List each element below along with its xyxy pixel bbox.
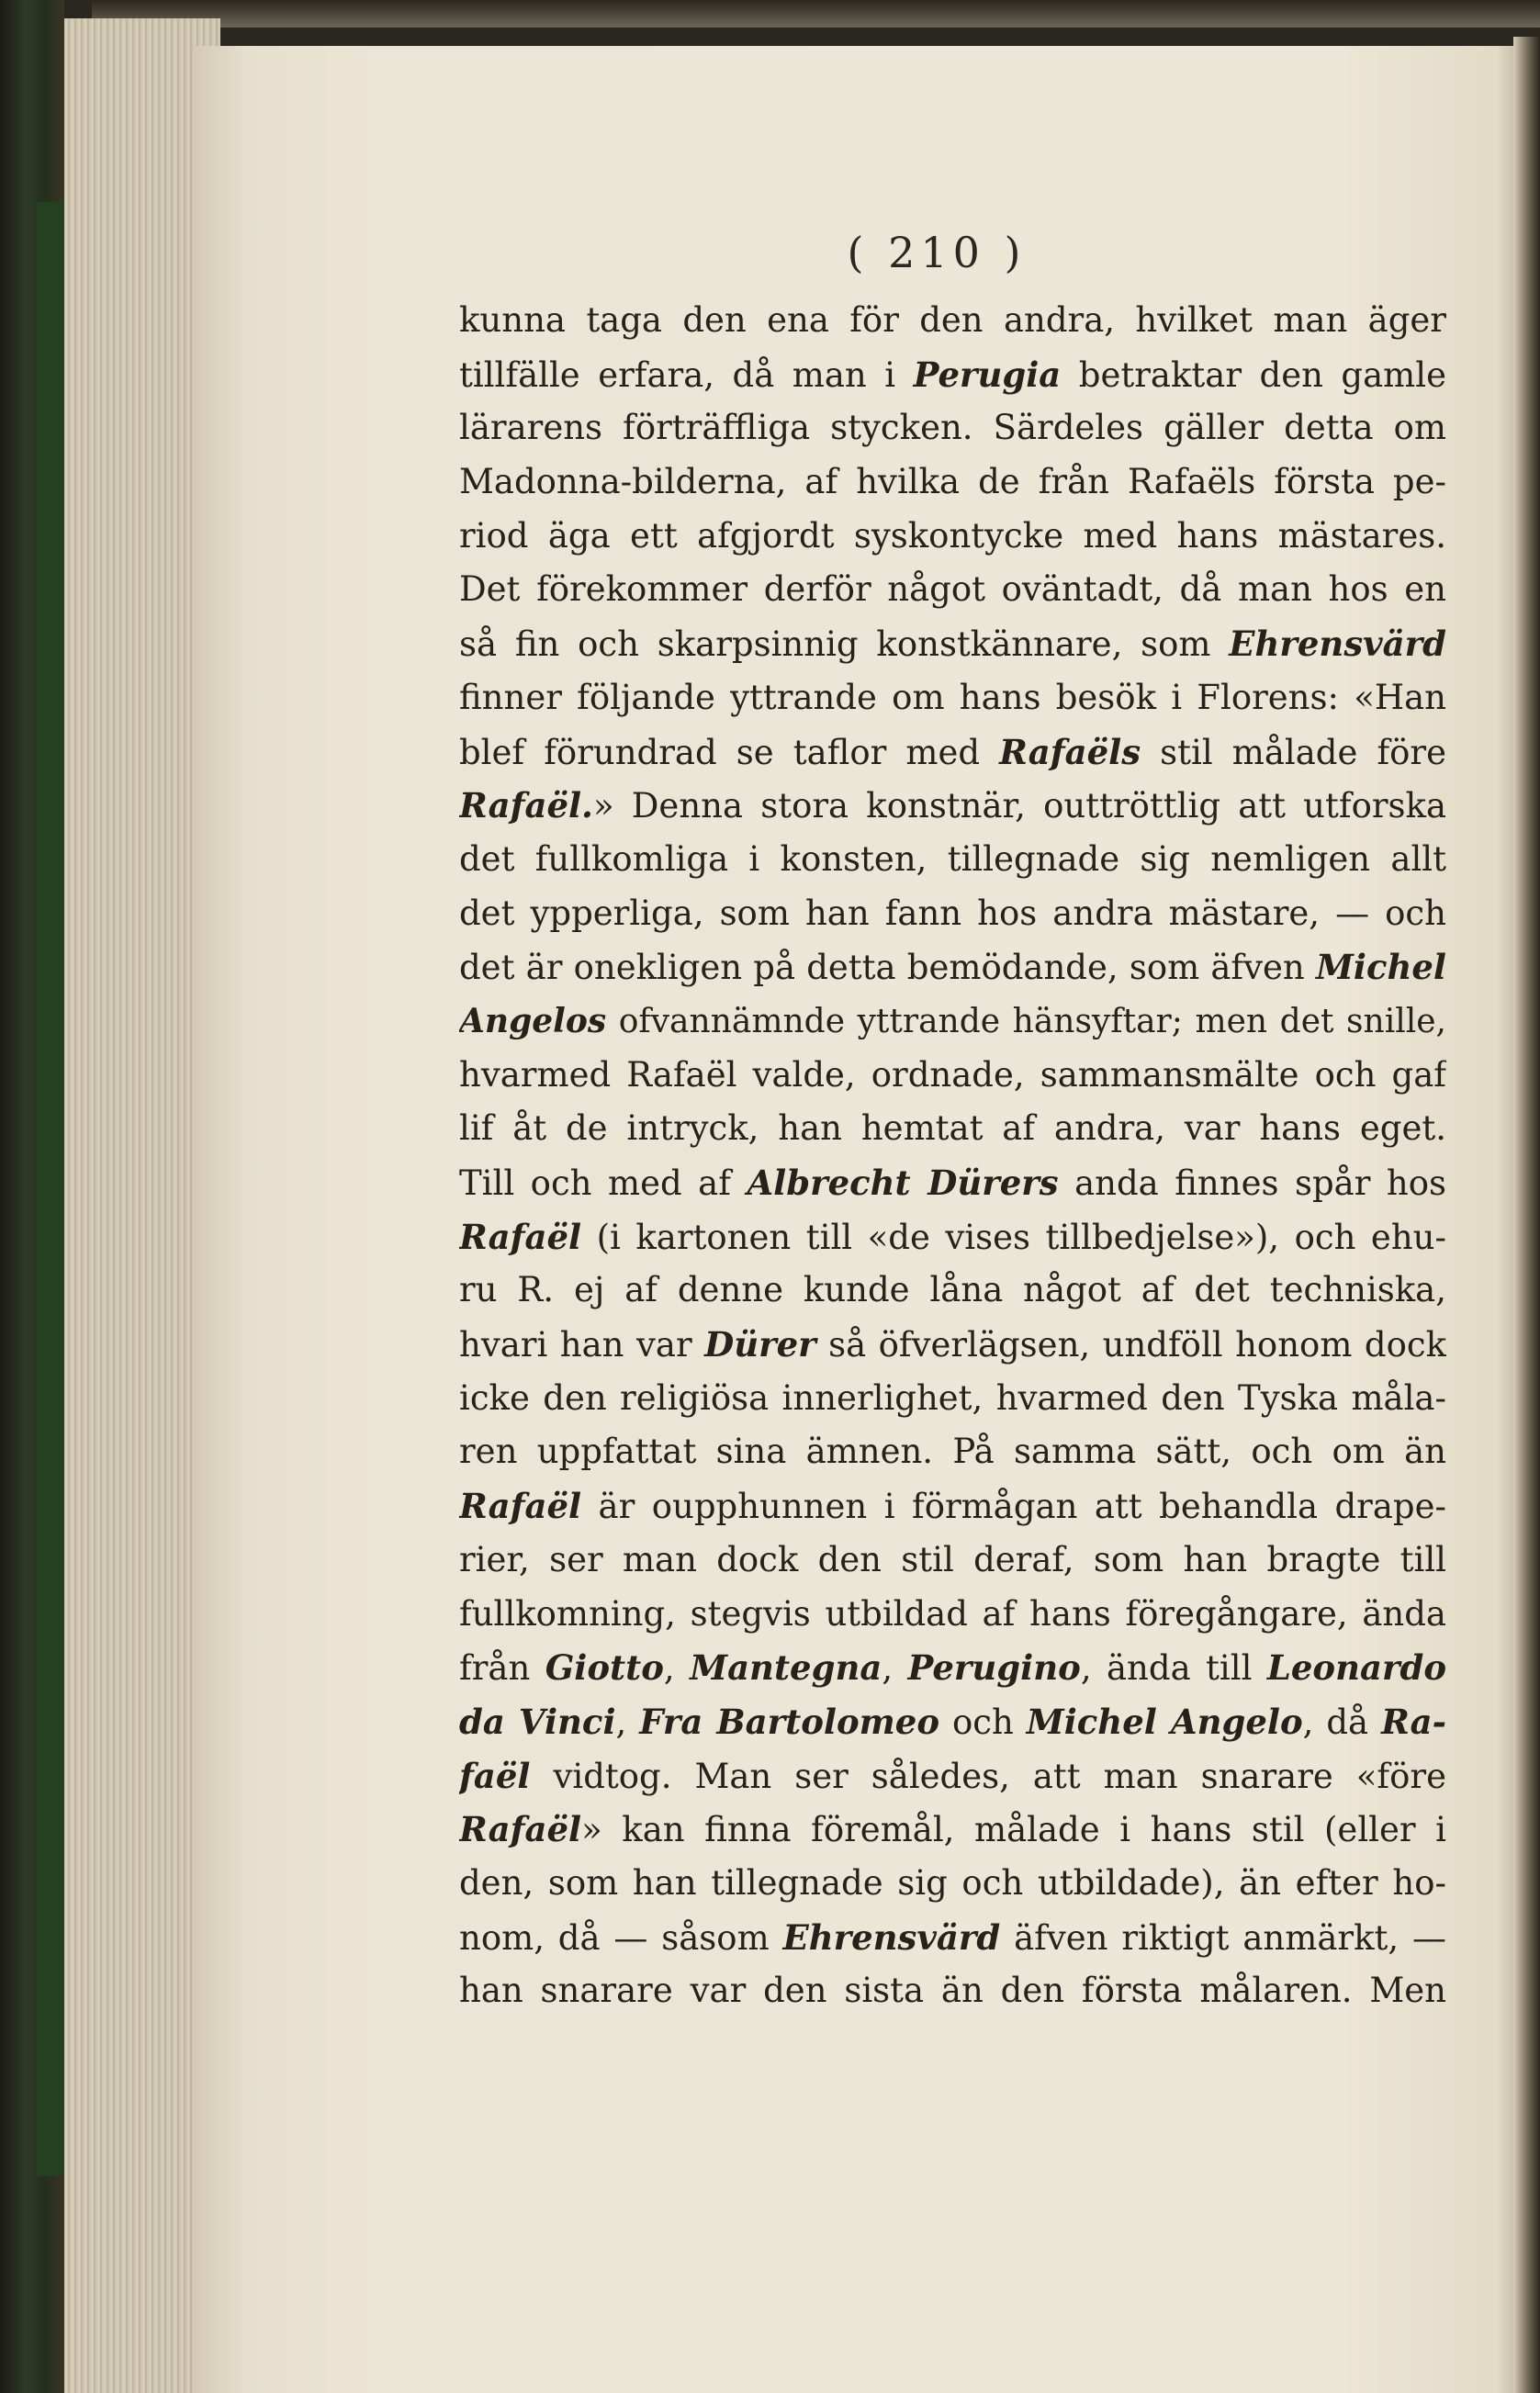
text-segment: rier, ser man dock den stil deraf, som han bragte till (459, 1539, 1446, 1579)
text-segment: , (615, 1702, 640, 1742)
text-line (459, 617, 1446, 671)
text-segment: icke den religiösa innerlighet, hvarmed den Tyska måla- (459, 1377, 1446, 1418)
text-segment: fullkomning, stegvis utbildad af hans föregångare, ända (459, 1593, 1446, 1634)
text-line (459, 1749, 1446, 1803)
text-line (459, 1588, 1446, 1642)
italic-name: Leonardo (1266, 1647, 1446, 1689)
text-segment: » Denna stora konstnär, outtröttlig att utforska (592, 786, 1446, 826)
text-segment: vidtog. Man ser således, att man snarare «före (530, 1756, 1446, 1796)
text-segment: betraktar den gamle (1061, 354, 1446, 395)
text-segment: och (939, 1702, 1027, 1742)
text-line (459, 510, 1446, 564)
text-line (459, 1695, 1446, 1749)
text-segment: det ypperliga, som han fann hos andra mästare, — och (459, 893, 1446, 933)
text-segment: blef förundrad se taflor med (459, 732, 1000, 772)
text-segment: ren uppfattat sina ämnen. På samma sätt, och om än (459, 1432, 1446, 1472)
italic-name: Ehrensvärd (782, 1916, 1001, 1958)
text-segment: den, som han tillegnade sig och utbildade), än efter ho- (459, 1862, 1446, 1903)
text-line (459, 779, 1446, 833)
italic-name: Perugia (913, 354, 1062, 395)
text-segment: ofvannämnde yttrande hänsyftar; men det snille, (606, 1002, 1446, 1040)
italic-name: Angelos (459, 1001, 607, 1040)
text-segment: Madonna-bilderna, af hvilka de från Rafaëls första pe- (459, 462, 1446, 502)
text-segment: så fin och skarpsinnig konstkännare, som (459, 624, 1230, 665)
text-segment: riod äga ett afgjordt syskontycke med hans mästares. (459, 515, 1446, 556)
text-segment: äfven riktigt anmärkt, — (1000, 1917, 1446, 1958)
italic-name: Dürer (704, 1324, 816, 1365)
text-segment: så öfverlägsen, undföll honom dock (815, 1325, 1446, 1365)
text-line (459, 1049, 1446, 1103)
italic-name: Mantegna (690, 1647, 882, 1689)
text-line (459, 833, 1446, 887)
text-segment: hvarmed Rafaël valde, ordnade, sammansmälte och gaf (459, 1054, 1446, 1095)
italic-name: da Vinci (459, 1701, 616, 1742)
text-line (459, 1318, 1446, 1372)
text-segment: det fullkomliga i konsten, tillegnade sig nemligen allt (459, 838, 1446, 879)
text-segment: tillfälle erfara, då man i (459, 354, 914, 395)
text-line (459, 725, 1446, 780)
text-segment: han snarare var den sista än den första målaren. Men (459, 1971, 1446, 2011)
italic-name: faël (459, 1755, 531, 1796)
text-segment: , ända till (1080, 1648, 1267, 1689)
top-shadow (92, 0, 1540, 28)
text-line (459, 671, 1446, 725)
page-number: ( 210 ) (847, 228, 1027, 277)
text-segment: det är onekligen på detta bemödande, som äfven (459, 948, 1316, 988)
text-segment: , då (1302, 1702, 1382, 1742)
text-line (459, 563, 1446, 617)
italic-name: Perugino (907, 1647, 1081, 1689)
text-line (459, 1372, 1446, 1426)
text-segment: Till och med af (459, 1163, 748, 1203)
text-line (459, 1479, 1446, 1534)
text-segment: nom, då — såsom (459, 1917, 783, 1958)
text-segment: kunna taga den ena för den andra, hvilket man äger (459, 300, 1446, 340)
text-line (459, 1156, 1446, 1210)
text-segment: , (882, 1648, 908, 1689)
text-segment: anda finnes spår hos (1058, 1163, 1446, 1203)
italic-name: Michel Angelo (1026, 1701, 1303, 1742)
text-line (459, 1911, 1446, 1965)
text-line (459, 1102, 1446, 1156)
text-segment: från (459, 1648, 545, 1689)
text-line (459, 1210, 1446, 1264)
italic-name: Rafaël (459, 1809, 582, 1850)
text-line (459, 1641, 1446, 1695)
italic-name: Rafaël. (459, 785, 593, 826)
text-segment: » kan finna föremål, målade i hans stil (eller i (581, 1810, 1446, 1850)
text-line (459, 455, 1446, 510)
text-segment: hvari han var (459, 1325, 705, 1365)
text-segment: stil målade före (1141, 732, 1446, 772)
text-line (459, 401, 1446, 455)
italic-name: Rafaëls (999, 731, 1141, 772)
text-line (459, 294, 1446, 348)
text-segment: finner följande yttrande om hans besök i Florens: «Han (459, 677, 1446, 717)
italic-name: Ehrensvärd (1229, 624, 1446, 665)
text-line (459, 994, 1446, 1049)
italic-name: Giotto (545, 1647, 664, 1689)
text-segment: ru R. ej af denne kunde låna något af det techniska, (459, 1270, 1446, 1310)
italic-name: Rafaël (459, 1216, 582, 1257)
text-line (459, 1857, 1446, 1911)
body-text (459, 294, 1446, 2018)
italic-name: Fra Bartolomeo (639, 1701, 940, 1742)
text-line (459, 940, 1446, 994)
text-segment: lif åt de intryck, han hemtat af andra, var hans eget. (459, 1108, 1446, 1149)
text-line (459, 1264, 1446, 1318)
italic-name: Ra- (1381, 1701, 1446, 1742)
text-segment: lärarens förträffliga stycken. Särdeles gäller detta om (459, 408, 1446, 448)
page-right-edge (1513, 37, 1540, 2393)
text-line (459, 1425, 1446, 1479)
italic-name: Michel (1315, 947, 1446, 988)
italic-name: Rafaël (459, 1486, 582, 1527)
text-line (459, 348, 1446, 402)
text-line (459, 887, 1446, 941)
italic-name: Albrecht Dürers (747, 1163, 1059, 1203)
text-segment: , (663, 1648, 691, 1689)
text-line (459, 1803, 1446, 1857)
spine-cloth (37, 202, 64, 2176)
text-line (459, 1534, 1446, 1588)
text-segment: Det förekommer derför något oväntadt, då man hos en (459, 569, 1446, 610)
text-segment: är oupphunnen i förmågan att behandla drape- (581, 1487, 1446, 1527)
text-segment: (i kartonen till «de vises tillbedjelse»), och ehu- (581, 1217, 1446, 1257)
text-line (459, 1964, 1446, 2018)
